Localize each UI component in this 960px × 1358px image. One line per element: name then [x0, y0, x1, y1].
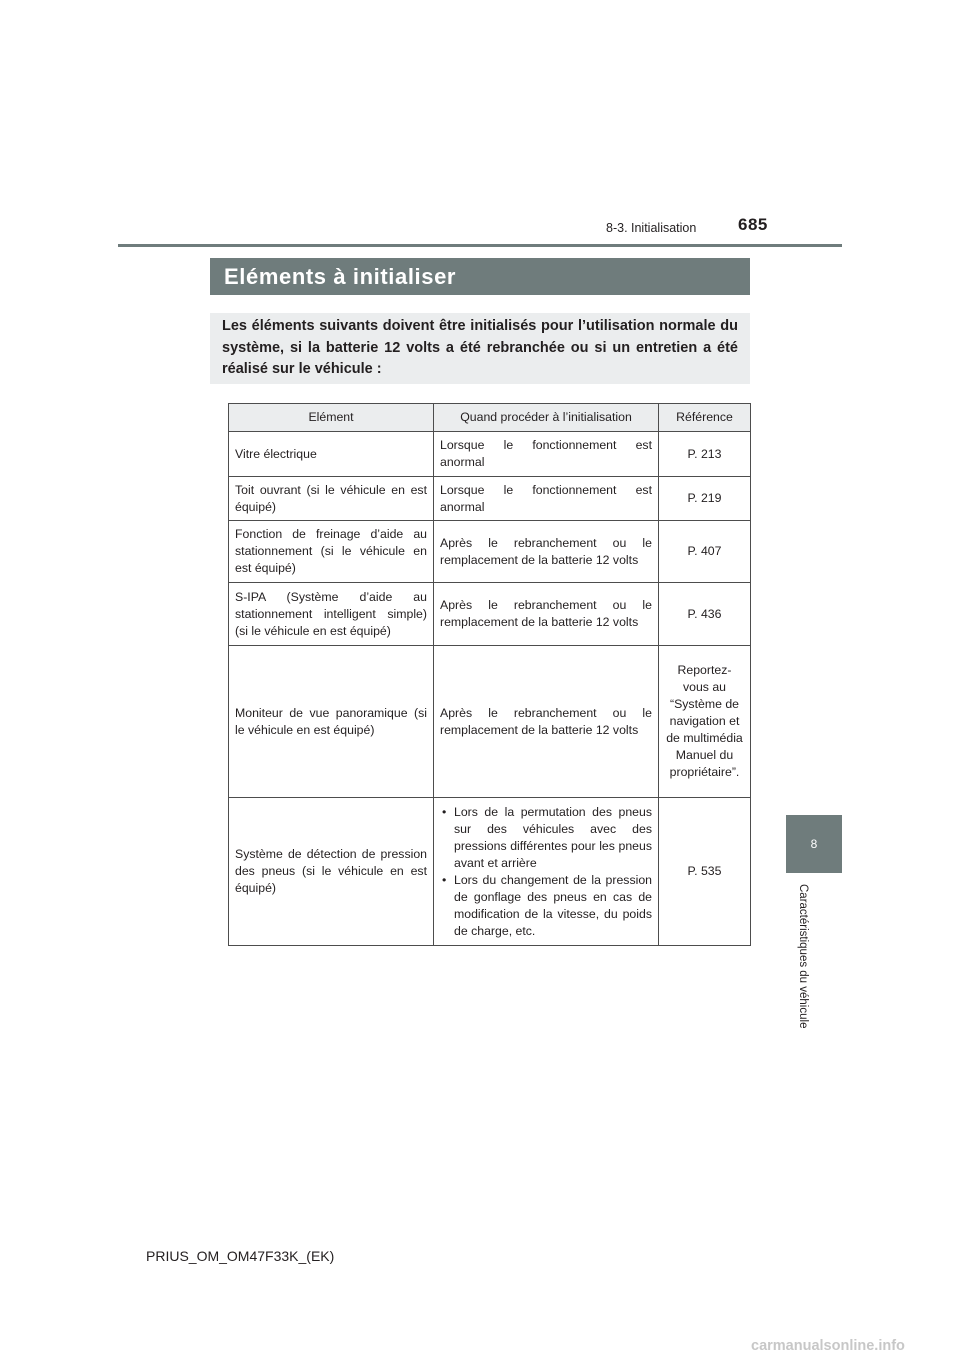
- element-cell: Fonction de freinage d’aide au stationnement (si le véhicule en est équipé): [229, 521, 434, 583]
- table-row: [229, 798, 751, 946]
- bullet-item: • Lors du changement de la pression de gonflage des pneus en cas de modification de la vitesse, du poids de charge, etc.: [440, 872, 652, 940]
- initialization-table: [228, 403, 751, 946]
- reference-cell: Reportez-vous au “Système de navigation et de multimédia Manuel du propriétaire”.: [659, 646, 751, 798]
- page-title: Eléments à initialiser: [224, 263, 457, 289]
- chapter-tab: [786, 815, 842, 873]
- reference-cell: P. 535: [659, 798, 751, 946]
- reference-cell: P. 407: [659, 521, 751, 583]
- section-reference: 8-3. Initialisation: [606, 221, 697, 235]
- when-cell: Après le rebranchement ou le remplacement de la batterie 12 volts: [434, 646, 659, 798]
- chapter-number: 8: [810, 837, 818, 851]
- reference-cell: P. 219: [659, 477, 751, 521]
- reference-cell: P. 213: [659, 432, 751, 477]
- element-cell: Système de détection de pression des pneus (si le véhicule en est équipé): [229, 798, 434, 946]
- column-header-element: Elément: [229, 404, 434, 432]
- when-cell: Lorsque le fonctionnement est anormal: [434, 432, 659, 477]
- title-band: [210, 258, 750, 295]
- page-number: 685: [738, 215, 768, 234]
- column-header-reference: Référence: [659, 404, 751, 432]
- watermark: carmanualsonline.info: [751, 1338, 905, 1354]
- table-header-row: [229, 404, 751, 432]
- intro-text: Les éléments suivants doivent être initialisés pour l’utilisation normale du système, si la batterie 12 volts a été rebranchée ou si un entretien a été réalisé sur le véhicule :: [222, 318, 738, 377]
- element-cell: Moniteur de vue panoramique (si le véhicule en est équipé): [229, 646, 434, 798]
- table-row: [229, 646, 751, 798]
- table-row: [229, 432, 751, 477]
- element-cell: Toit ouvrant (si le véhicule en est équipé): [229, 477, 434, 521]
- chapter-label: Caractéristiques du véhicule: [797, 884, 809, 1029]
- element-cell: S-IPA (Système d’aide au stationnement intelligent simple) (si le véhicule en est équipé): [229, 583, 434, 646]
- table-row: [229, 521, 751, 583]
- table-row: [229, 477, 751, 521]
- table-row: [229, 583, 751, 646]
- column-header-when: Quand procéder à l’initialisation: [434, 404, 659, 432]
- when-cell: [434, 798, 659, 946]
- footer-doc-code: PRIUS_OM_OM47F33K_(EK): [146, 1248, 335, 1264]
- when-cell: Lorsque le fonctionnement est anormal: [434, 477, 659, 521]
- header-rule: [118, 244, 842, 247]
- element-cell: Vitre électrique: [229, 432, 434, 477]
- bullet-item: • Lors de la permutation des pneus sur des véhicules avec des pressions différentes pour les pneus avant et arrière: [440, 804, 652, 872]
- bullet-list: [440, 804, 652, 940]
- when-cell: Après le rebranchement ou le remplacement de la batterie 12 volts: [434, 583, 659, 646]
- reference-cell: P. 436: [659, 583, 751, 646]
- intro-box: [210, 313, 750, 384]
- when-cell: Après le rebranchement ou le remplacement de la batterie 12 volts: [434, 521, 659, 583]
